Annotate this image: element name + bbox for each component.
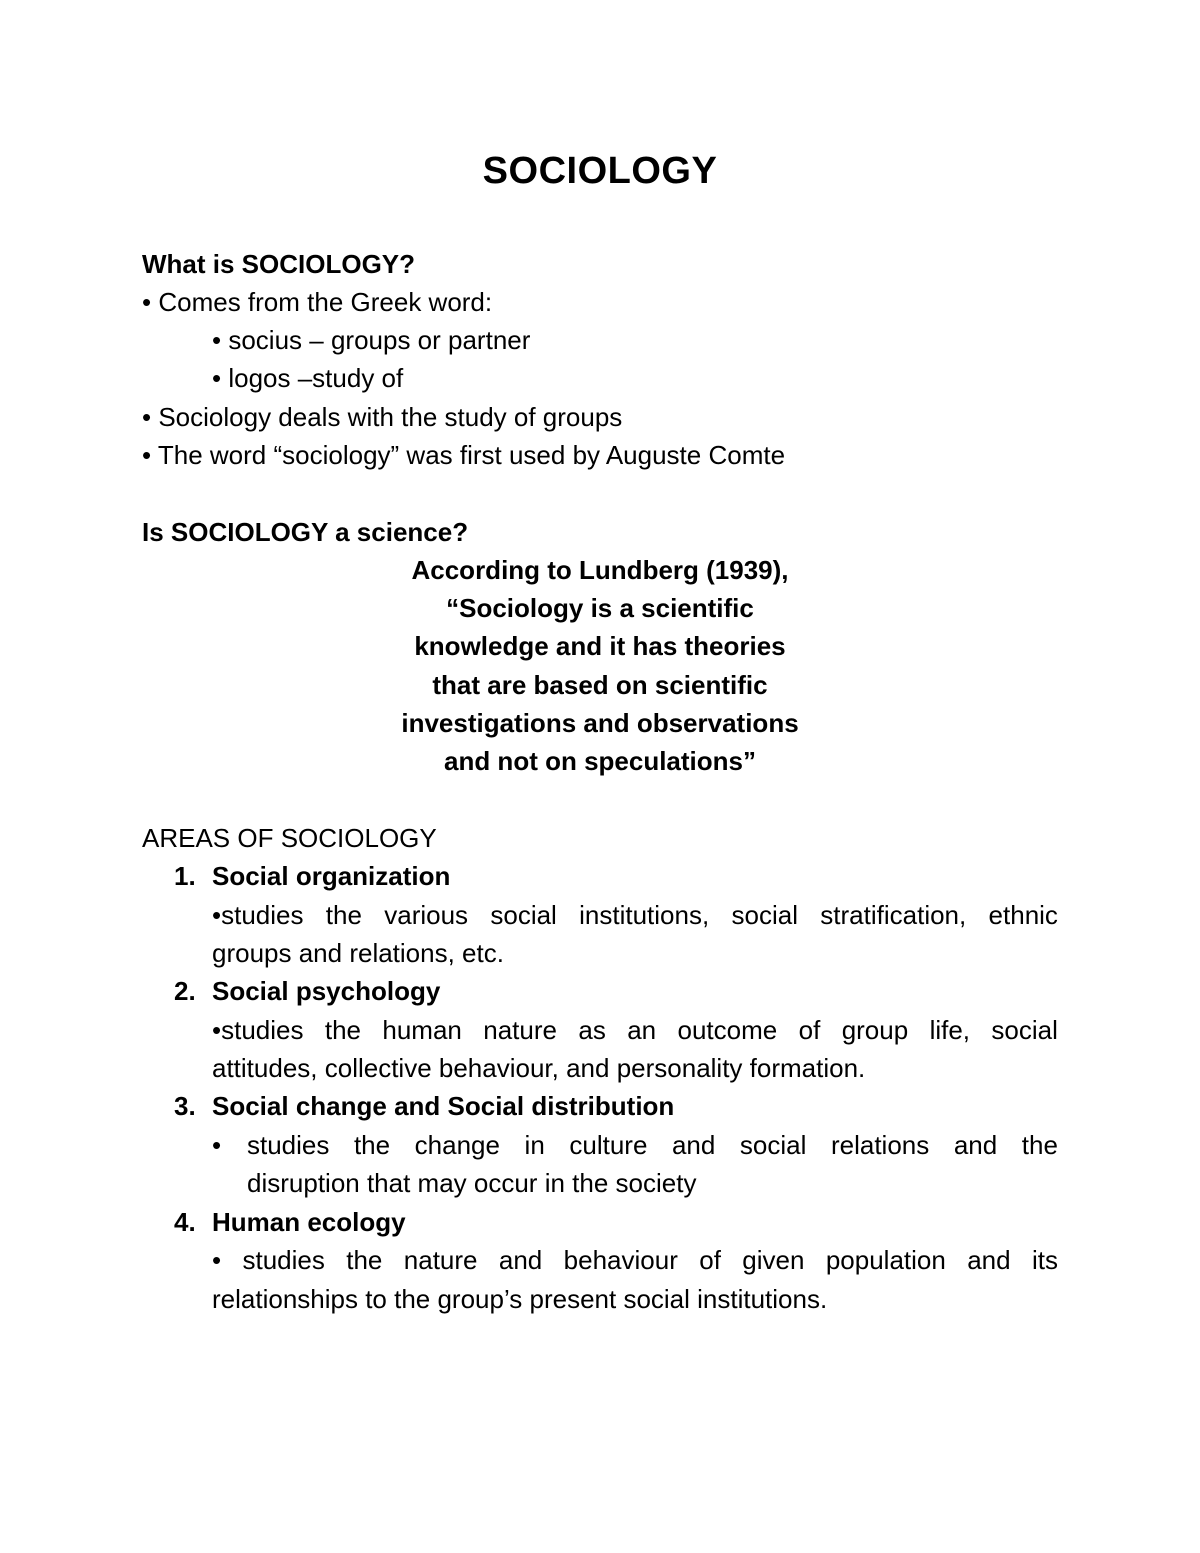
list-item: • socius – groups or partner [212,325,531,355]
area-number: 3. [174,1091,196,1121]
quote-line: “Sociology is a scientific [446,593,754,623]
area-description-line: • studies the nature and behaviour of given population and its [212,1245,1058,1275]
area-description-line: groups and relations, etc. [212,938,504,968]
section-heading-science: Is SOCIOLOGY a science? [142,517,469,547]
bullet: • [212,1130,222,1160]
bullet: • [142,402,152,432]
list-item: • Comes from the Greek word: [142,287,493,317]
area-description-line: studies the change in culture and social relations and the [247,1130,1058,1160]
area-description-line: attitudes, collective behaviour, and personality formation. [212,1053,866,1083]
area-title: Human ecology [212,1207,406,1237]
area-title: Social organization [212,861,451,891]
bullet: • [212,325,222,355]
quote-line: and not on speculations” [443,746,756,776]
quote-line: that are based on scientific [432,670,768,700]
bullet: • [142,287,152,317]
bullet: • [212,363,222,393]
area-number: 1. [174,861,196,891]
bullet: • [142,440,152,470]
section-heading-what-is: What is SOCIOLOGY? [142,249,416,279]
area-title: Social change and Social distribution [212,1091,675,1121]
section-heading-areas: AREAS OF SOCIOLOGY [142,823,437,853]
quote-line: investigations and observations [401,708,799,738]
area-number: 4. [174,1207,196,1237]
list-item: • logos –study of [212,363,404,393]
list-item: • Sociology deals with the study of groups [142,402,623,432]
area-number: 2. [174,976,196,1006]
page-title: SOCIOLOGY [482,150,718,192]
area-title: Social psychology [212,976,441,1006]
area-description-line: •studies the various social institutions, social stratification, ethnic [212,900,1058,930]
area-description-line: disruption that may occur in the society [247,1168,697,1198]
quote-line: According to Lundberg (1939), [411,555,789,585]
list-item: • The word “sociology” was first used by Auguste Comte [142,440,786,470]
area-description-line: •studies the human nature as an outcome of group life, social [212,1015,1058,1045]
quote-line: knowledge and it has theories [414,631,786,661]
area-description-line: relationships to the group’s present social institutions. [212,1284,828,1314]
